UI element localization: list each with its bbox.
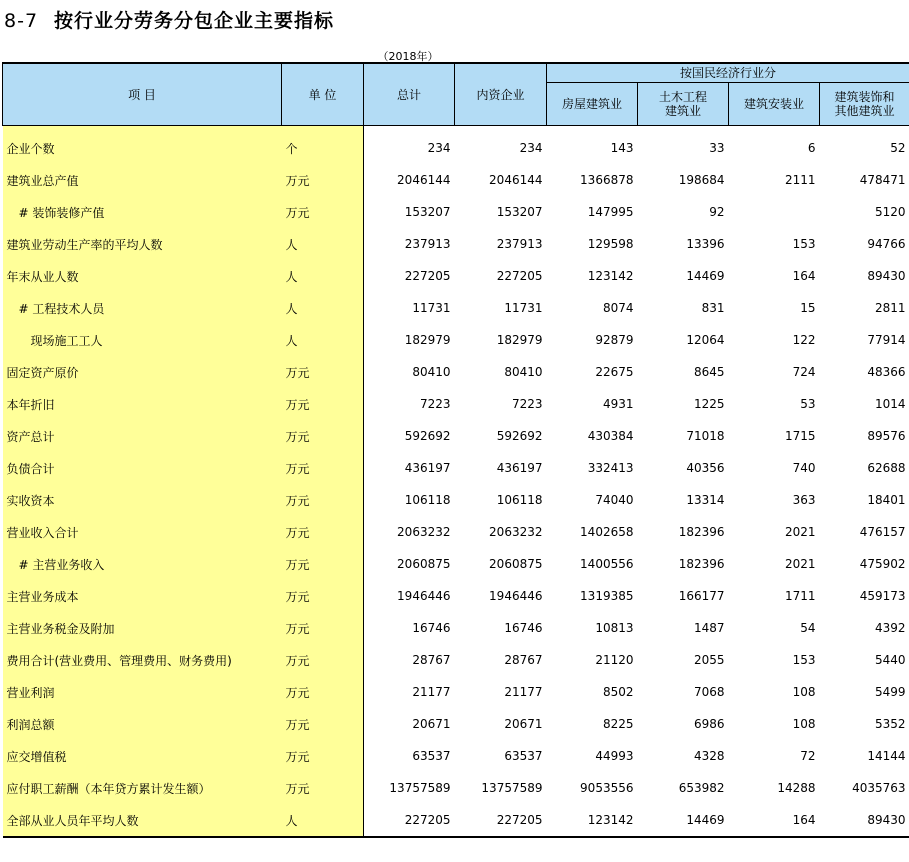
value-cell: 1946446 — [489, 589, 543, 603]
value-cell: 13757589 — [364, 772, 455, 804]
row-label: 营业收入合计 — [3, 516, 282, 548]
value-cell: 94766 — [867, 237, 906, 251]
row-unit: 万元 — [282, 580, 364, 612]
table-row — [3, 772, 909, 804]
value-cell: 80410 — [504, 365, 543, 379]
row-label: 应交增值税 — [3, 740, 282, 772]
value-cell: 724 — [792, 365, 816, 379]
value-cell: 72 — [800, 749, 816, 763]
row-unit: 万元 — [282, 772, 364, 804]
value-cell: 13314 — [686, 493, 725, 507]
value-cell: 2063232 — [489, 525, 543, 539]
value-cell: 234 — [364, 126, 455, 165]
row-unit: 人 — [282, 804, 364, 837]
value-cell: 475902 — [859, 557, 906, 571]
value-cell: 7068 — [693, 685, 725, 699]
value-cell: 11731 — [364, 292, 455, 324]
value-cell: 2063232 — [364, 516, 455, 548]
value-cell: 20671 — [504, 717, 543, 731]
row-label: # 主营业务收入 — [3, 548, 282, 580]
header-col-installation — [729, 83, 820, 126]
value-cell: 80410 — [364, 356, 455, 388]
row-unit: 万元 — [282, 548, 364, 580]
value-cell: 48366 — [867, 365, 906, 379]
header-col-label: 房屋建筑业 — [561, 97, 622, 111]
value-cell: 21177 — [504, 685, 543, 699]
table-row — [3, 356, 909, 388]
row-unit: 人 — [282, 260, 364, 292]
value-cell: 237913 — [364, 228, 455, 260]
value-cell: 1487 — [693, 621, 725, 635]
header-unit: 单 位 — [282, 63, 364, 126]
value-cell: 234 — [519, 141, 543, 155]
table-row — [3, 580, 909, 612]
table-row — [3, 292, 909, 324]
value-cell: 89576 — [867, 429, 906, 443]
row-unit: 万元 — [282, 388, 364, 420]
row-unit: 万元 — [282, 164, 364, 196]
row-unit: 个 — [282, 126, 364, 165]
page-title — [4, 6, 334, 33]
value-cell: 4035763 — [852, 781, 906, 795]
row-unit: 万元 — [282, 356, 364, 388]
value-cell: 143 — [610, 141, 634, 155]
value-cell: 123142 — [587, 813, 634, 827]
value-cell: 4392 — [874, 621, 906, 635]
value-cell: 6 — [807, 141, 816, 155]
value-cell: 227205 — [364, 260, 455, 292]
value-cell: 89430 — [867, 269, 906, 283]
value-cell: 153207 — [364, 196, 455, 228]
value-cell: 1319385 — [580, 589, 634, 603]
value-cell: 478471 — [859, 173, 906, 187]
value-cell: 227205 — [364, 804, 455, 837]
value-cell: 430384 — [587, 429, 634, 443]
row-label: 现场施工工人 — [3, 324, 282, 356]
header-col-decoration — [820, 83, 909, 126]
value-cell: 74040 — [595, 493, 634, 507]
value-cell: 16746 — [504, 621, 543, 635]
value-cell: 332413 — [587, 461, 634, 475]
value-cell: 227205 — [496, 269, 543, 283]
value-cell: 13396 — [686, 237, 725, 251]
row-label: 建筑业总产值 — [3, 164, 282, 196]
value-cell: 62688 — [867, 461, 906, 475]
row-label: 营业利润 — [3, 676, 282, 708]
row-label: 本年折旧 — [3, 388, 282, 420]
value-cell: 2811 — [874, 301, 906, 315]
value-cell: 18401 — [867, 493, 906, 507]
value-cell: 28767 — [504, 653, 543, 667]
value-cell: 2021 — [784, 525, 816, 539]
value-cell: 13757589 — [481, 781, 543, 795]
value-cell: 14469 — [686, 269, 725, 283]
row-label: 资产总计 — [3, 420, 282, 452]
value-cell: 8225 — [602, 717, 634, 731]
value-cell: 182979 — [496, 333, 543, 347]
value-cell: 92 — [709, 205, 725, 219]
value-cell: 54 — [800, 621, 816, 635]
value-cell: 1711 — [784, 589, 816, 603]
value-cell: 147995 — [587, 205, 634, 219]
value-cell: 2021 — [784, 557, 816, 571]
value-cell: 1225 — [693, 397, 725, 411]
value-cell: 71018 — [686, 429, 725, 443]
value-cell: 28767 — [364, 644, 455, 676]
value-cell: 740 — [792, 461, 816, 475]
indicator-table — [2, 62, 909, 838]
row-label: 主营业务成本 — [3, 580, 282, 612]
header-col-label: 土木工程 建筑业 — [658, 90, 707, 118]
value-cell: 92879 — [595, 333, 634, 347]
value-cell: 21177 — [364, 676, 455, 708]
value-cell: 33 — [709, 141, 725, 155]
value-cell: 2055 — [693, 653, 725, 667]
table-row — [3, 708, 909, 740]
row-unit: 人 — [282, 324, 364, 356]
value-cell: 7223 — [364, 388, 455, 420]
row-unit: 万元 — [282, 452, 364, 484]
value-cell: 44993 — [595, 749, 634, 763]
table-row — [3, 260, 909, 292]
header-domestic: 内资企业 — [455, 63, 547, 126]
table-header — [3, 63, 909, 126]
value-cell: 123142 — [587, 269, 634, 283]
value-cell: 8074 — [602, 301, 634, 315]
row-unit: 万元 — [282, 516, 364, 548]
value-cell: 122 — [792, 333, 816, 347]
value-cell: 237913 — [496, 237, 543, 251]
table-body — [3, 126, 909, 838]
row-label: 年末从业人数 — [3, 260, 282, 292]
table-row — [3, 516, 909, 548]
value-cell: 63537 — [364, 740, 455, 772]
header-col-label: 建筑安装业 — [743, 97, 804, 111]
value-cell: 198684 — [678, 173, 725, 187]
value-cell: 15 — [800, 301, 816, 315]
table-row — [3, 388, 909, 420]
table-row — [3, 612, 909, 644]
value-cell: 5352 — [874, 717, 906, 731]
value-cell: 9053556 — [580, 781, 634, 795]
value-cell: 182396 — [678, 557, 725, 571]
row-label: 建筑业劳动生产率的平均人数 — [3, 228, 282, 260]
value-cell: 2046144 — [364, 164, 455, 196]
table-row — [3, 548, 909, 580]
value-cell: 14288 — [777, 781, 816, 795]
table-row — [3, 324, 909, 356]
value-cell: 77914 — [867, 333, 906, 347]
value-cell: 5440 — [874, 653, 906, 667]
row-unit: 万元 — [282, 484, 364, 516]
value-cell: 592692 — [496, 429, 543, 443]
value-cell: 363 — [792, 493, 816, 507]
table-row — [3, 484, 909, 516]
row-label: 实收资本 — [3, 484, 282, 516]
value-cell: 2060875 — [489, 557, 543, 571]
row-label: 固定资产原价 — [3, 356, 282, 388]
value-cell: 653982 — [678, 781, 725, 795]
table-row — [3, 420, 909, 452]
row-unit: 万元 — [282, 420, 364, 452]
value-cell: 5499 — [874, 685, 906, 699]
value-cell: 182396 — [678, 525, 725, 539]
value-cell: 1402658 — [580, 525, 634, 539]
table-row — [3, 804, 909, 837]
row-label: 主营业务税金及附加 — [3, 612, 282, 644]
value-cell: 1400556 — [580, 557, 634, 571]
value-cell: 8502 — [602, 685, 634, 699]
row-unit: 人 — [282, 228, 364, 260]
row-unit: 万元 — [282, 740, 364, 772]
value-cell: 40356 — [686, 461, 725, 475]
row-label: 企业个数 — [3, 126, 282, 165]
year-note: （2018年） — [377, 50, 439, 63]
table-row — [3, 452, 909, 484]
value-cell: 2060875 — [364, 548, 455, 580]
value-cell: 153 — [792, 237, 816, 251]
row-unit: 人 — [282, 292, 364, 324]
value-cell: 831 — [701, 301, 725, 315]
header-industry-group: 按国民经济行业分 — [547, 63, 909, 83]
table-row — [3, 196, 909, 228]
table-row — [3, 164, 909, 196]
row-label: # 工程技术人员 — [3, 292, 282, 324]
value-cell: 592692 — [364, 420, 455, 452]
value-cell: 164 — [792, 813, 816, 827]
row-label: 全部从业人员年平均人数 — [3, 804, 282, 837]
value-cell: 153 — [792, 653, 816, 667]
value-cell: 182979 — [364, 324, 455, 356]
value-cell: 227205 — [496, 813, 543, 827]
value-cell: 53 — [800, 397, 816, 411]
table-row — [3, 126, 909, 165]
value-cell: 1946446 — [364, 580, 455, 612]
value-cell: 63537 — [504, 749, 543, 763]
table-row — [3, 740, 909, 772]
value-cell — [729, 196, 820, 228]
table-row — [3, 676, 909, 708]
value-cell: 7223 — [511, 397, 543, 411]
value-cell: 4328 — [693, 749, 725, 763]
value-cell: 436197 — [496, 461, 543, 475]
header-col-housing — [547, 83, 638, 126]
value-cell: 6986 — [693, 717, 725, 731]
value-cell: 52 — [890, 141, 906, 155]
table-title: 按行业分劳务分包企业主要指标 — [54, 10, 335, 32]
value-cell: 164 — [792, 269, 816, 283]
row-unit: 万元 — [282, 612, 364, 644]
value-cell: 16746 — [364, 612, 455, 644]
value-cell: 10813 — [595, 621, 634, 635]
value-cell: 4931 — [602, 397, 634, 411]
value-cell: 12064 — [686, 333, 725, 347]
value-cell: 1014 — [874, 397, 906, 411]
table-row — [3, 644, 909, 676]
value-cell: 8645 — [693, 365, 725, 379]
row-unit: 万元 — [282, 676, 364, 708]
table-row — [3, 228, 909, 260]
value-cell: 2046144 — [489, 173, 543, 187]
row-label: # 装饰装修产值 — [3, 196, 282, 228]
value-cell: 11731 — [504, 301, 543, 315]
value-cell: 166177 — [678, 589, 725, 603]
value-cell: 21120 — [595, 653, 634, 667]
row-unit: 万元 — [282, 196, 364, 228]
header-col-civil — [638, 83, 729, 126]
value-cell: 20671 — [364, 708, 455, 740]
header-item: 项 目 — [3, 63, 282, 126]
value-cell: 1366878 — [580, 173, 634, 187]
value-cell: 106118 — [496, 493, 543, 507]
row-label: 应付职工薪酬（本年贷方累计发生额） — [3, 772, 282, 804]
value-cell: 459173 — [859, 589, 906, 603]
value-cell: 14144 — [867, 749, 906, 763]
row-label: 负债合计 — [3, 452, 282, 484]
value-cell: 5120 — [874, 205, 906, 219]
value-cell: 89430 — [867, 813, 906, 827]
value-cell: 476157 — [859, 525, 906, 539]
row-unit: 万元 — [282, 644, 364, 676]
value-cell: 106118 — [364, 484, 455, 516]
row-label: 利润总额 — [3, 708, 282, 740]
header-col-label: 建筑装饰和 其他建筑业 — [834, 90, 895, 118]
value-cell: 14469 — [686, 813, 725, 827]
value-cell: 2111 — [784, 173, 816, 187]
value-cell: 22675 — [595, 365, 634, 379]
value-cell: 436197 — [364, 452, 455, 484]
row-label: 费用合计(营业费用、管理费用、财务费用) — [3, 644, 282, 676]
value-cell: 153207 — [496, 205, 543, 219]
value-cell: 108 — [792, 717, 816, 731]
value-cell: 129598 — [587, 237, 634, 251]
value-cell: 108 — [792, 685, 816, 699]
value-cell: 1715 — [784, 429, 816, 443]
row-unit: 万元 — [282, 708, 364, 740]
table-number: 8-7 — [4, 10, 39, 32]
header-total: 总计 — [364, 63, 455, 126]
